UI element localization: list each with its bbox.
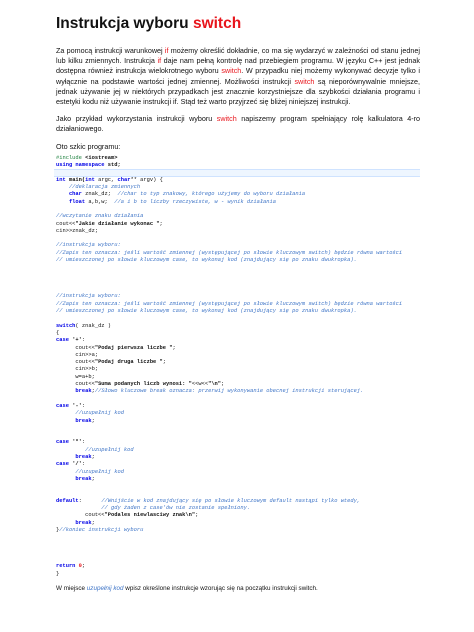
code-line <box>56 490 420 497</box>
code-token: 0 <box>78 563 82 570</box>
code-line <box>56 228 420 235</box>
code-line <box>56 184 420 191</box>
code-token: // gdy żaden z case'ów nie zostanie spełniony. <box>56 505 251 512</box>
code-line <box>56 505 420 512</box>
code-token: "Suma podanych liczb wynosi: " <box>94 381 192 388</box>
code-token: '-' <box>72 402 82 409</box>
code-token: ; <box>162 359 167 366</box>
code-token: break <box>56 519 92 526</box>
code-token: main( <box>68 176 86 183</box>
code-token: // umieszczonej po słowie kluczowym case, to wykonaj kod (znajdujący się po znaku dwukropka). <box>56 256 357 263</box>
code-token: cout<< <box>56 359 95 366</box>
code-token: default <box>56 497 79 504</box>
code-token: break <box>56 475 92 482</box>
code-token: ; <box>221 381 225 388</box>
code-token: ; <box>91 475 95 482</box>
code-token: break <box>56 417 92 424</box>
keyword-text: if <box>157 56 162 66</box>
code-token: //instrukcja wyboru: <box>56 242 121 249</box>
code-token: using namespace <box>56 162 108 169</box>
code-token: { <box>56 329 60 336</box>
code-line <box>56 542 420 549</box>
paragraph-text: Za pomocą instrukcji warunkowej <box>56 46 165 55</box>
code-token: //a i b to liczby rzeczywiste, w - wynik działania <box>114 198 276 205</box>
code-line <box>56 206 420 213</box>
code-token: : <box>81 439 86 446</box>
code-line <box>56 476 420 483</box>
paragraph-text: możemy określić dokładnie, co ma się wydarzyć w zależności od stanu jednej lub kilku zmiennych. Instrukcja <box>56 46 420 66</box>
keyword-text: switch <box>216 114 237 124</box>
code-line <box>56 403 420 410</box>
code-token: } <box>56 526 60 533</box>
code-token: cin>>znak_dz; <box>56 227 99 234</box>
code-token: //instrukcja wyboru: <box>56 293 121 300</box>
code-line <box>56 257 420 264</box>
code-token: case <box>56 461 73 468</box>
code-token: //Wnijście w kod znajdujący się po słowie kluczowym default nastąpi tylko wtedy, <box>101 497 361 504</box>
code-line <box>56 264 420 271</box>
footer-before: W miejsce <box>56 585 87 592</box>
code-line <box>56 454 420 461</box>
code-token: //wczytanie znaku działania <box>56 213 144 220</box>
code-token: //char to typ znakowy, którego użyjemy do wyboru działania <box>117 191 306 198</box>
code-token: //Zapis ten oznacza: jeśli wartość zmiennej (występującej po słowie kluczowym switch) będzie równa wartości <box>56 249 403 256</box>
code-line <box>56 177 420 184</box>
code-line <box>56 301 420 308</box>
code-line <box>56 352 420 359</box>
code-line <box>56 345 420 352</box>
code-line <box>56 410 420 417</box>
code-line <box>56 235 420 242</box>
title-prefix: Instrukcja wyboru <box>56 15 193 32</box>
code-token: argc, <box>98 176 118 183</box>
code-line <box>56 527 420 534</box>
code-line <box>56 155 420 162</box>
code-line <box>56 563 420 570</box>
code-token: <iostream> <box>85 154 118 161</box>
code-line <box>56 315 420 322</box>
code-line <box>56 374 420 381</box>
code-token: cin>>a; <box>56 351 99 358</box>
code-line <box>56 418 420 425</box>
code-token: a,b,w; <box>88 198 115 205</box>
code-listing <box>56 155 420 578</box>
code-token: char <box>117 176 131 183</box>
code-line <box>56 483 420 490</box>
code-token: ; <box>172 344 176 351</box>
code-line <box>56 469 420 476</box>
code-line <box>56 359 420 366</box>
code-line <box>56 242 420 249</box>
code-token: //Zapis ten oznacza: jeśli wartość zmiennej (występującej po słowie kluczowym switch) będzie równa wartości <box>56 300 403 307</box>
code-token: : <box>81 402 86 409</box>
code-line <box>56 337 420 344</box>
code-token: '+' <box>72 337 82 344</box>
code-label: Oto szkic programu: <box>56 141 121 151</box>
code-token: //koniec instrukcji wyboru <box>59 526 144 533</box>
code-line <box>56 461 420 468</box>
footer-placeholder: uzupełnij kod <box>86 585 124 592</box>
code-line <box>56 191 420 198</box>
code-line <box>54 169 420 176</box>
code-line <box>56 286 420 293</box>
code-line <box>56 571 420 578</box>
code-token: "Podaj pierwsza liczbe " <box>94 344 173 351</box>
code-token: case <box>56 337 73 344</box>
paragraph-text: . W przypadku niej możemy wykonywać decyzje tylko i wyłącznie na podstawie wartości jednej zmiennej. Możliwości instrukcji <box>56 66 421 86</box>
code-line <box>56 512 420 519</box>
code-token: ; <box>91 388 95 395</box>
paragraph-text: Jako przykład wykorzystania instrukcji wyboru <box>56 114 217 124</box>
page-title <box>56 14 420 34</box>
footer-note <box>56 585 318 592</box>
code-token: <<w<< <box>191 381 209 388</box>
code-line <box>56 388 420 395</box>
code-token: //Słowo kluczowe break oznacza: przerwij wykonywanie obecnej instrukcji sterującej. <box>94 388 364 395</box>
code-line <box>56 520 420 527</box>
code-token: switch <box>56 322 76 329</box>
code-line <box>56 293 420 300</box>
code-token: case <box>56 402 73 409</box>
code-token: //uzupełnij kod <box>56 468 124 475</box>
code-token: return <box>56 563 79 570</box>
code-token: znak_dz; <box>85 191 118 198</box>
code-token: int <box>85 176 99 183</box>
code-token: w=a+b; <box>56 373 95 380</box>
code-token: ; <box>91 454 95 460</box>
code-token: : <box>81 337 86 344</box>
code-token: '/' <box>72 461 82 468</box>
code-line <box>56 381 420 388</box>
paragraph-text: daje nam pełną kontrolę nad przebiegiem programu. W języku C++ jest jednak dostępna również instrukcja wielokrotnego wyboru <box>56 56 420 76</box>
code-token: "Podaj druga liczbe " <box>94 359 163 366</box>
code-token: cout<< <box>56 512 105 519</box>
code-token: cout<< <box>56 220 76 227</box>
code-line <box>56 308 420 315</box>
code-line <box>56 534 420 541</box>
code-token: //uzupełnij kod <box>56 446 134 453</box>
code-line <box>56 425 420 432</box>
code-token: // umieszczonej po słowie kluczowym case, to wykonaj kod (znajdujący się po znaku dwukropka). <box>56 308 357 315</box>
code-line <box>56 221 420 228</box>
paragraph-text: napiszemy program spełniający rolę kalkulatora 4-ro działaniowego. <box>56 114 420 134</box>
code-token: break <box>56 388 92 395</box>
code-line <box>56 272 420 279</box>
code-token: ; <box>91 519 95 526</box>
keyword-text: switch <box>294 76 315 86</box>
code-line <box>56 432 420 439</box>
code-line <box>56 549 420 556</box>
code-line <box>56 199 420 206</box>
code-token: : <box>78 497 102 504</box>
code-line <box>56 250 420 257</box>
example-paragraph <box>56 114 420 134</box>
keyword-text: if <box>164 46 169 55</box>
code-token: : <box>81 461 86 468</box>
code-token: ; <box>159 220 163 227</box>
code-line <box>56 323 420 330</box>
code-line <box>56 439 420 446</box>
code-line <box>56 366 420 373</box>
code-token: cout<< <box>56 381 95 388</box>
paragraph-text: są nieporównywalnie mniejsze, jednak używanie jej w niektórych przypadkach jest znacznie korzystniejsze dla szybkości działania programu i estetyki kodu niż używanie instrukcji if. Stąd też warto przyjrzeć się bliżej niniejszej instrukcji. <box>56 76 420 107</box>
code-token: //uzupełnij kod <box>56 410 124 417</box>
code-token: "\n" <box>208 381 222 388</box>
code-token: case <box>56 439 73 446</box>
code-token: ** argv) { <box>130 176 163 183</box>
code-token: #include <box>56 154 86 161</box>
code-token: "Jakie działanie wykonac " <box>75 220 160 227</box>
code-line <box>56 556 420 563</box>
code-token: char <box>56 191 86 198</box>
code-token: } <box>56 570 60 577</box>
code-token: ; <box>91 417 95 424</box>
code-token: cout<< <box>56 344 95 351</box>
title-keyword: switch <box>192 15 242 32</box>
code-token: ; <box>195 512 199 519</box>
code-token: '*' <box>72 439 82 446</box>
code-line <box>56 330 420 337</box>
code-line <box>56 213 420 220</box>
intro-paragraph <box>56 46 420 107</box>
code-line <box>56 396 420 403</box>
code-line <box>56 498 420 505</box>
code-token: std; <box>107 162 121 169</box>
keyword-text: switch <box>221 66 242 76</box>
code-token: cin>>b; <box>56 366 99 373</box>
code-line <box>56 447 420 454</box>
code-line <box>56 162 420 169</box>
code-line <box>56 279 420 286</box>
footer-after: wpisz określone instrukcje wzorując się na początku instrukcji switch. <box>123 585 318 592</box>
code-token: "Podales niewlasciwy znak\n" <box>104 512 196 519</box>
code-token: float <box>56 198 89 205</box>
code-token: ; <box>81 563 86 570</box>
code-token: break <box>56 454 92 460</box>
code-token: ( znak_dz ) <box>75 322 112 329</box>
code-token: int <box>56 176 69 183</box>
code-token: //deklaracja zmiennych <box>56 184 141 191</box>
